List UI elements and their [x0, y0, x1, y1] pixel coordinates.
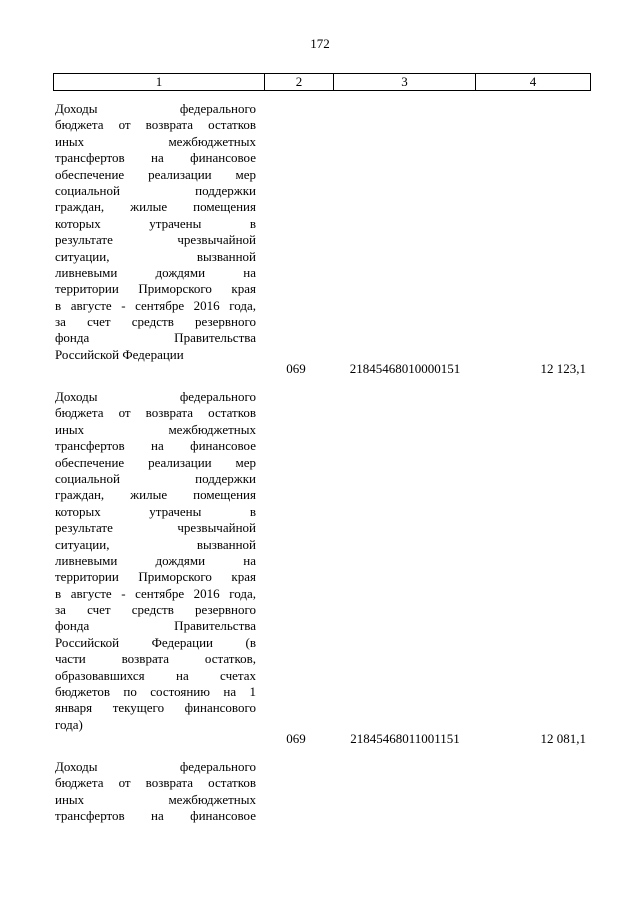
description-line: бюджетов по состоянию на 1	[55, 684, 256, 700]
amount: 12 081,1	[540, 731, 586, 746]
description-line: ситуации, вызванной	[55, 536, 256, 552]
description-line: территории Приморского края	[55, 281, 256, 297]
description-line: бюджета от возврата остатков	[55, 775, 256, 791]
revenue-description	[55, 101, 256, 363]
description-line: социальной поддержки	[55, 182, 256, 198]
description-line: Доходы федерального	[55, 389, 256, 404]
description-line: бюджета от возврата остатков	[55, 117, 256, 133]
table-header-row	[53, 73, 591, 91]
description-line: фонда Правительства	[55, 618, 256, 634]
revenue-description	[55, 389, 256, 733]
description-line: обеспечение реализации мер	[55, 454, 256, 470]
description-line: января текущего финансового	[55, 700, 256, 716]
description-line: результате чрезвычайной	[55, 520, 256, 536]
budget-classification-code: 21845468011001151	[350, 731, 460, 746]
header-col-2: 2	[265, 74, 334, 90]
description-line: бюджета от возврата остатков	[55, 405, 256, 421]
description-line: в августе - сентябре 2016 года,	[55, 585, 256, 601]
admin-code: 069	[286, 731, 306, 746]
header-col-1: 1	[54, 74, 265, 90]
description-line: которых утрачены в	[55, 503, 256, 519]
description-line: фонда Правительства	[55, 330, 256, 346]
budget-classification-code: 21845468010000151	[349, 361, 461, 376]
description-line: Российской Федерации (в	[55, 634, 256, 650]
header-col-3: 3	[334, 74, 476, 90]
revenue-description	[55, 759, 256, 825]
description-line: граждан, жилые помещения	[55, 199, 256, 215]
description-line: результате чрезвычайной	[55, 232, 256, 248]
description-line: ливневыми дождями на	[55, 264, 256, 280]
description-line: трансфертов на финансовое	[55, 150, 256, 166]
description-line: социальной поддержки	[55, 470, 256, 486]
description-line: года)	[55, 716, 83, 732]
header-col-4: 4	[529, 74, 537, 89]
description-line: ливневыми дождями на	[55, 552, 256, 568]
description-line: граждан, жилые помещения	[55, 487, 256, 503]
description-line: иных межбюджетных	[55, 133, 256, 149]
description-line: иных межбюджетных	[55, 421, 256, 437]
description-line: иных межбюджетных	[55, 791, 256, 807]
description-line: обеспечение реализации мер	[55, 166, 256, 182]
description-line: за счет средств резервного	[55, 314, 256, 330]
description-line: за счет средств резервного	[55, 602, 256, 618]
description-line: трансфертов на финансовое	[55, 808, 256, 824]
description-line: ситуации, вызванной	[55, 248, 256, 264]
description-line: Доходы федерального	[55, 759, 256, 774]
description-line: в августе - сентябре 2016 года,	[55, 297, 256, 313]
description-line: которых утрачены в	[55, 215, 256, 231]
amount: 12 123,1	[540, 361, 586, 376]
description-line: территории Приморского края	[55, 569, 256, 585]
description-line: Российской Федерации	[55, 346, 184, 362]
description-line: части возврата остатков,	[55, 651, 256, 667]
description-line: Доходы федерального	[55, 101, 256, 116]
description-line: трансфертов на финансовое	[55, 438, 256, 454]
admin-code: 069	[286, 361, 306, 376]
page-number: 172	[310, 36, 330, 51]
description-line: образовавшихся на счетах	[55, 667, 256, 683]
